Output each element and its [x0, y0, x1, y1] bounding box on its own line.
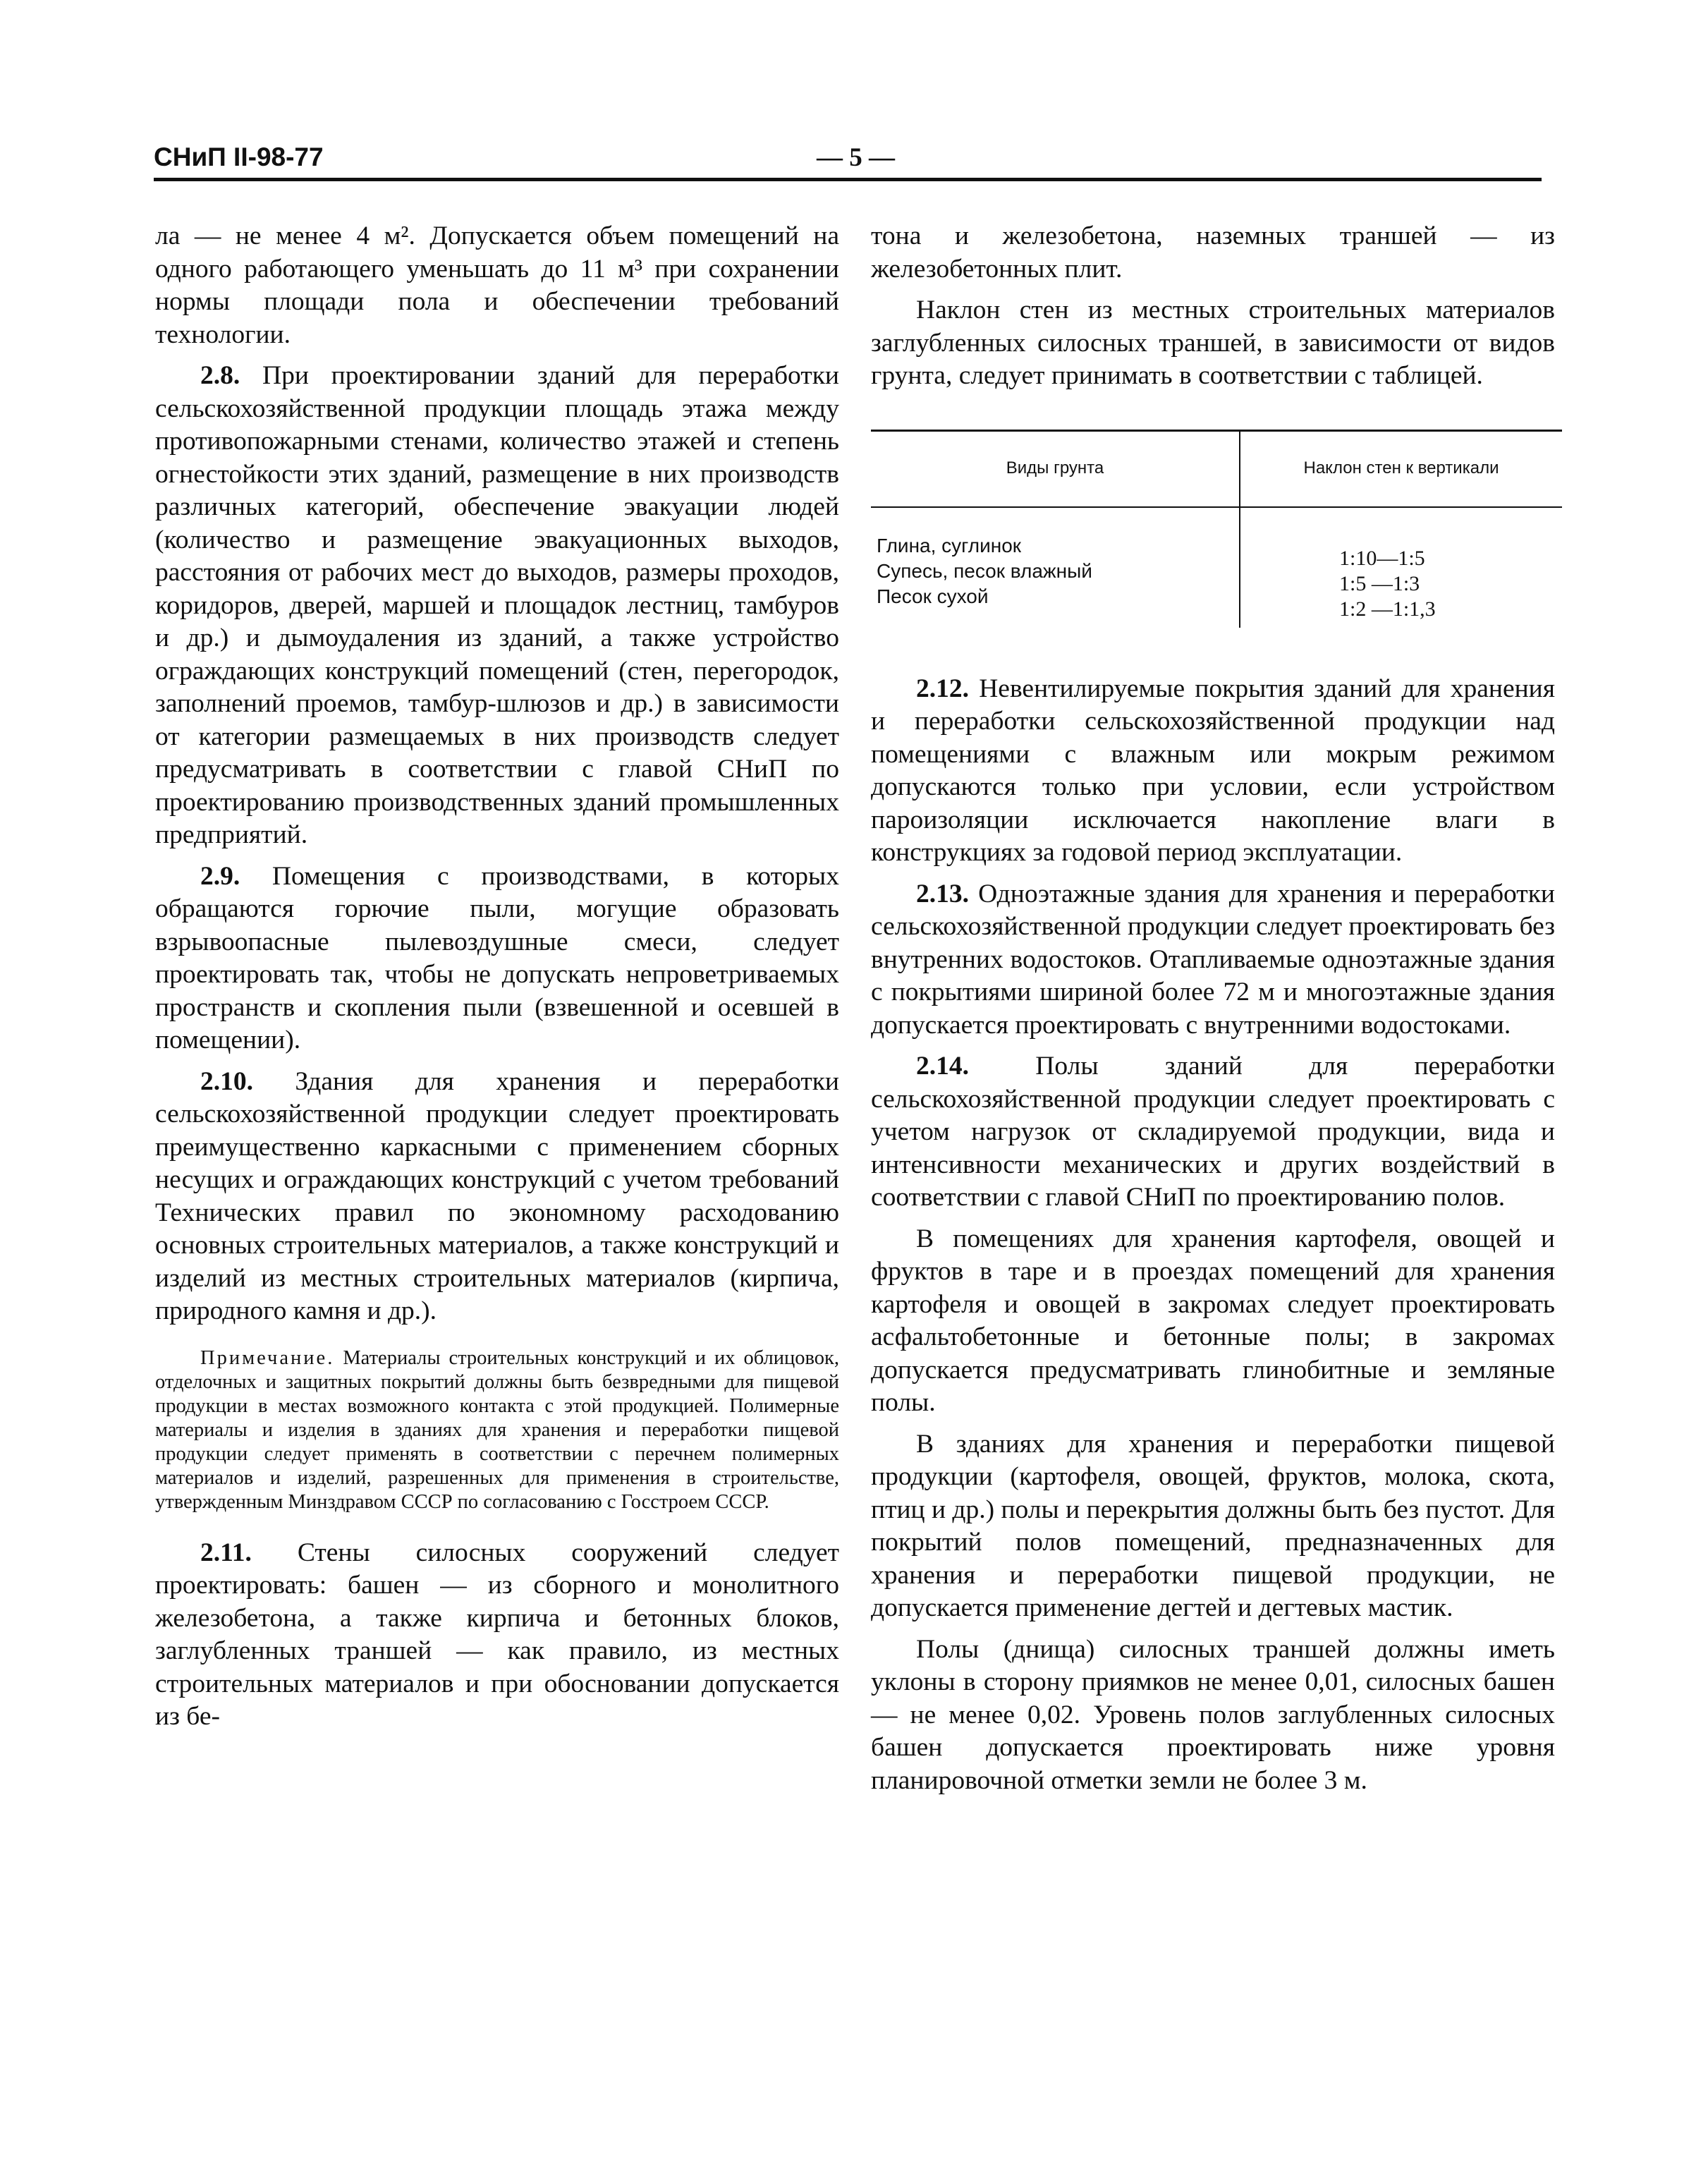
left-column	[155, 220, 839, 1742]
slope-value: 1:5 —1:3	[1339, 571, 1420, 595]
potato-storage-paragraph: В помещениях для хранения картофеля, овощей и фруктов в таре и в проездах помещений для хранения картофеля и овощей в закромах следует проектировать асфальтобетонные и бетонные полы; в закромах допускается предусматривать глинобитные и земляные полы.	[871, 1224, 1555, 1417]
column-header-soil: Виды грунта	[871, 430, 1240, 507]
soil-slope-table	[871, 430, 1562, 628]
clause-text: Стены силосных сооружений следует проектировать: башен — из сборного и монолитного железобетона, а также кирпича и бетонных блоков, заглубленных траншей — как правило, из местных строительных материалов и при обосновании допускается из бе-	[155, 1538, 839, 1731]
clause-number: 2.11.	[200, 1538, 252, 1567]
note-label: Примечание.	[200, 1346, 335, 1369]
clause-text: Одноэтажные здания для хранения и переработки сельскохозяйственной продукции следует проектировать без внутренних водостоков. Отапливаемые одноэтажные здания с покрытиями шириной более 72 м и многоэтажные здания допускается проектировать с внутренними водостоками.	[871, 879, 1556, 1040]
slope-value: 1:10—1:5	[1339, 546, 1425, 570]
silo-floors-paragraph: Полы (днища) силосных траншей должны иметь уклоны в сторону приямков не менее 0,01, силосных башен — не менее 0,02. Уровень полов заглубленных силосных башен допускается проектировать ниже уровня планировочной отметки земли не более 3 м.	[871, 1634, 1555, 1795]
clause-text: Помещения с производствами, в которых обращаются горючие пыли, могущие образовать взрывоопасные пылевоздушные смеси, следует проектировать так, чтобы не допускать непроветриваемых пространств и скопления пыли (взвешенной и осевшей в помещении).	[155, 861, 839, 1054]
page-number: — 5 —	[817, 143, 895, 172]
continued-paragraph: тона и железобетона, наземных траншей — из железобетонных плит.	[871, 221, 1555, 284]
clause-2-10	[155, 1066, 839, 1328]
note-text: Материалы строительных конструкций и их облицовок, отделочных и защитных покрытий должны быть безвредными для пищевой продукции в местах возможного контакта с этой продукцией. Полимерные материалы и изделия в зданиях для хранения и переработки пищевой продукции следует применять в соответствии с перечнем полимерных материалов и изделий, разрешенных для применения в строительстве, утвержденным Минздравом СССР по согласованию с Госстроем СССР.	[155, 1346, 839, 1513]
clause-text: Полы зданий для переработки сельскохозяйственной продукции следует проектировать с учетом нагрузок от складируемой продукции, вида и интенсивности механических и других воздействий в соответствии с главой СНиП по проектированию полов.	[871, 1052, 1555, 1212]
food-storage-paragraph: В зданиях для хранения и переработки пищевой продукции (картофеля, овощей, фруктов, молока, скота, птиц и др.) полы и перекрытия должны быть без пустот. Для покрытий полов помещений, предназначенных для хранения и переработки пищевой продукции, не допускается применение дегтей и дегтевых мастик.	[871, 1429, 1555, 1622]
soil-type: Песок сухой	[877, 585, 989, 607]
column-header-slope: Наклон стен к вертикали	[1240, 430, 1562, 507]
note	[155, 1346, 839, 1514]
clause-2-13	[871, 878, 1555, 1042]
soil-type: Супесь, песок влажный	[877, 559, 1092, 582]
clause-2-9	[155, 860, 839, 1057]
clause-2-11	[155, 1537, 839, 1734]
clause-number: 2.10.	[200, 1066, 253, 1096]
clause-2-8	[155, 360, 839, 852]
clause-number: 2.9.	[200, 861, 240, 891]
clause-2-14	[871, 1050, 1555, 1215]
clause-number: 2.14.	[916, 1052, 969, 1081]
clause-text: При проектировании зданий для переработки сельскохозяйственной продукции площадь этажа между противопожарными стенами, количество этажей и степень огнестойкости этих зданий, размещение в них производств различных категорий, обеспечение эвакуации людей (количество и размещение эвакуационных выходов, расстояния от рабочих мест до выходов, размеры проходов, коридоров, дверей, маршей и площадок лестниц, тамбуров и др.) и дымоудаления из зданий, а также устройство ограждающих конструкций помещений (стен, перегородок, заполнений проемов, тамбур-шлюзов и др.) в зависимости от категории размещаемых в них производств следует предусматривать в соответствии с главой СНиП по проектированию производственных зданий промышленных предприятий.	[155, 361, 839, 849]
continued-paragraph: ла — не менее 4 м². Допускается объем помещений на одного работающего уменьшать до 11 м³ при сохранении нормы площади пола и обеспечении требований технологии.	[155, 221, 839, 349]
clause-number: 2.8.	[200, 361, 240, 390]
page-header	[154, 142, 1542, 185]
soil-cell	[871, 507, 1240, 628]
table-row	[871, 507, 1562, 628]
clause-number: 2.13.	[916, 879, 969, 908]
header-rule	[154, 178, 1542, 181]
clause-text: Здания для хранения и переработки сельскохозяйственной продукции следует проектировать преимущественно каркасными с применением сборных несущих и ограждающих конструкций с учетом требований Технических правил по экономному расходованию основных строительных материалов, а также конструкций и изделий из местных строительных материалов (кирпича, природного камня и др.).	[155, 1066, 839, 1325]
clause-2-12	[871, 673, 1555, 870]
soil-type: Глина, суглинок	[877, 534, 1022, 556]
slope-paragraph: Наклон стен из местных строительных материалов заглубленных силосных траншей, в зависимости от видов грунта, следует принимать в соответствии с таблицей.	[871, 296, 1555, 390]
table-header-row	[871, 430, 1562, 507]
slope-cell	[1240, 507, 1562, 628]
clause-number: 2.12.	[916, 674, 969, 703]
right-column	[871, 220, 1555, 1806]
document-code: СНиП II-98-77	[154, 142, 324, 171]
clause-text: Невентилируемые покрытия зданий для хранения и переработки сельскохозяйственной продукции над помещениями с влажным или мокрым режимом допускаются только при условии, если устройством пароизоляции исключается накопление влаги в конструкциях за годовой период эксплуатации.	[871, 674, 1555, 867]
slope-value: 1:2 —1:1,3	[1339, 597, 1436, 621]
